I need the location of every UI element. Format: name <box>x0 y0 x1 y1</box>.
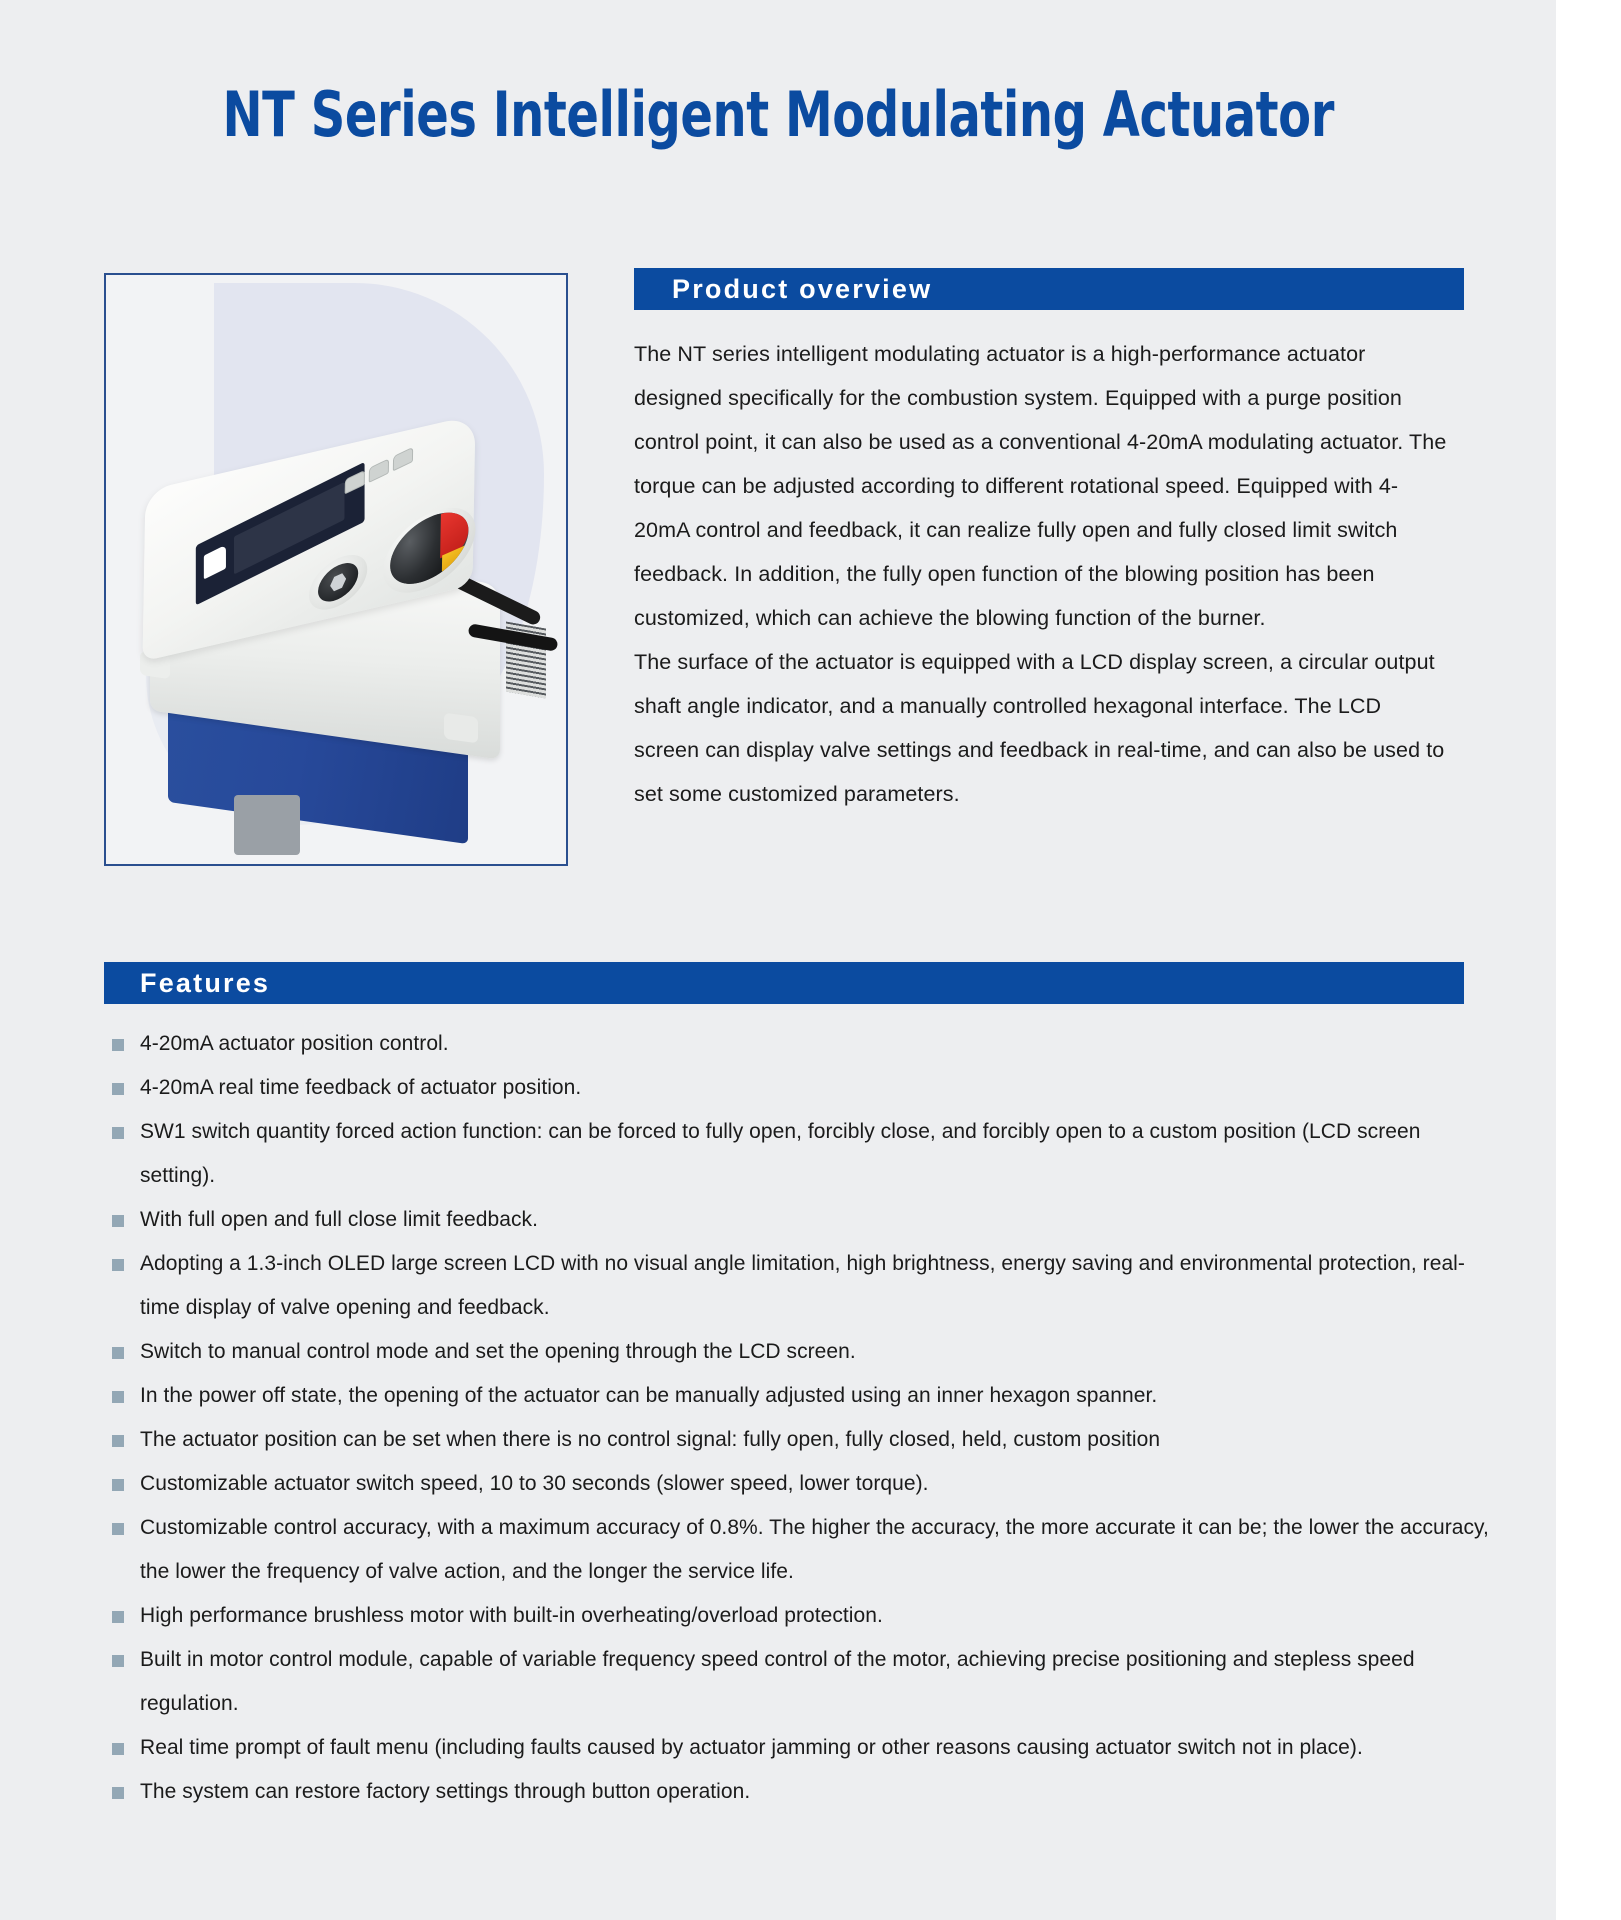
actuator-illustration <box>116 415 556 855</box>
page-title-container <box>0 78 1556 151</box>
lcd-screen-glass <box>234 482 344 575</box>
indicator-segment-black <box>390 510 445 596</box>
feature-item <box>104 1198 1494 1242</box>
feature-item-label: 4-20mA real time feedback of actuator position. <box>140 1076 582 1099</box>
actuator-mounting-lug-right <box>444 713 478 744</box>
control-button-3 <box>393 447 413 472</box>
feature-item <box>104 1022 1494 1066</box>
feature-item-label: Customizable control accuracy, with a maximum accuracy of 0.8%. The higher the accuracy, the more accurate it can be; the lower the accuracy, the lower the frequency of valve action, and the longer the service life. <box>140 1516 1489 1583</box>
feature-item-label: Real time prompt of fault menu (including faults caused by actuator jamming or other reasons causing actuator switch not in place). <box>140 1736 1363 1759</box>
square-bullet-icon <box>112 1479 124 1491</box>
feature-item-label: With full open and full close limit feedback. <box>140 1208 538 1231</box>
feature-item-label: SW1 switch quantity forced action function: can be forced to fully open, forcibly close, and forcibly open to a custom position (LCD screen setting). <box>140 1120 1421 1187</box>
square-bullet-icon <box>112 1039 124 1051</box>
feature-item <box>104 1726 1494 1770</box>
hex-socket-recess <box>318 556 359 608</box>
feature-item-label: Adopting a 1.3-inch OLED large screen LCD with no visual angle limitation, high brightness, energy saving and environmental protection, real-time display of valve opening and feedback. <box>140 1252 1465 1319</box>
feature-item-label: High performance brushless motor with built-in overheating/overload protection. <box>140 1604 883 1627</box>
feature-item <box>104 1506 1494 1594</box>
product-overview-body <box>634 332 1464 816</box>
feature-item <box>104 1374 1494 1418</box>
square-bullet-icon <box>112 1523 124 1535</box>
feature-item <box>104 1242 1494 1330</box>
square-bullet-icon <box>112 1347 124 1359</box>
square-bullet-icon <box>112 1743 124 1755</box>
features-header <box>104 962 1464 1004</box>
feature-item-label: Built in motor control module, capable of variable frequency speed control of the motor, achieving precise positioning and stepless speed regulation. <box>140 1648 1415 1715</box>
feature-item <box>104 1110 1494 1198</box>
square-bullet-icon <box>112 1655 124 1667</box>
product-overview-title: Product overview <box>672 273 933 304</box>
overview-column <box>634 268 1464 816</box>
feature-item-label: Customizable actuator switch speed, 10 to 30 seconds (slower speed, lower torque). <box>140 1472 929 1495</box>
feature-item <box>104 1066 1494 1110</box>
feature-item <box>104 1462 1494 1506</box>
square-bullet-icon <box>112 1127 124 1139</box>
hex-socket-bore <box>330 571 346 594</box>
features-list <box>104 1022 1494 1814</box>
feature-item-label: The system can restore factory settings through button operation. <box>140 1780 751 1803</box>
page-title: NT Series Intelligent Modulating Actuator <box>222 78 1334 151</box>
brand-logo-mark <box>204 545 226 580</box>
feature-item-label: Switch to manual control mode and set the opening through the LCD screen. <box>140 1340 856 1363</box>
actuator-output-shaft <box>234 795 300 855</box>
square-bullet-icon <box>112 1391 124 1403</box>
feature-item <box>104 1594 1494 1638</box>
square-bullet-icon <box>112 1215 124 1227</box>
overview-paragraph-1: The NT series intelligent modulating actuator is a high-performance actuator designed specifically for the combustion system. Equipped with a purge position control point, it can also be used as a conventional 4-20mA modulating actuator. The torque can be adjusted according to different rotational speed. Equipped with 4-20mA control and feedback, it can realize fully open and fully closed limit switch feedback. In addition, the fully open function of the blowing position has been customized, which can achieve the blowing function of the burner. <box>634 342 1447 630</box>
feature-item-label: The actuator position can be set when there is no control signal: fully open, fully closed, held, custom position <box>140 1428 1161 1451</box>
square-bullet-icon <box>112 1787 124 1799</box>
control-button-2 <box>369 458 389 483</box>
feature-item <box>104 1770 1494 1814</box>
position-indicator-glass <box>390 500 469 597</box>
feature-item <box>104 1418 1494 1462</box>
feature-item <box>104 1638 1494 1726</box>
hexagonal-manual-interface <box>309 545 368 619</box>
feature-item-label: 4-20mA actuator position control. <box>140 1032 449 1055</box>
feature-item <box>104 1330 1494 1374</box>
square-bullet-icon <box>112 1083 124 1095</box>
square-bullet-icon <box>112 1611 124 1623</box>
square-bullet-icon <box>112 1259 124 1271</box>
product-overview-header <box>634 268 1464 310</box>
page-right-gutter <box>1556 0 1621 1920</box>
features-title: Features <box>140 967 271 998</box>
feature-item-label: In the power off state, the opening of the actuator can be manually adjusted using an inner hexagon spanner. <box>140 1384 1158 1407</box>
overview-section <box>0 268 1556 888</box>
product-photo <box>104 273 568 866</box>
square-bullet-icon <box>112 1435 124 1447</box>
overview-paragraph-2: The surface of the actuator is equipped with a LCD display screen, a circular output shaft angle indicator, and a manually controlled hexagonal interface. The LCD screen can display valve settings and feedback in real-time, and can also be used to set some customized parameters. <box>634 650 1445 806</box>
